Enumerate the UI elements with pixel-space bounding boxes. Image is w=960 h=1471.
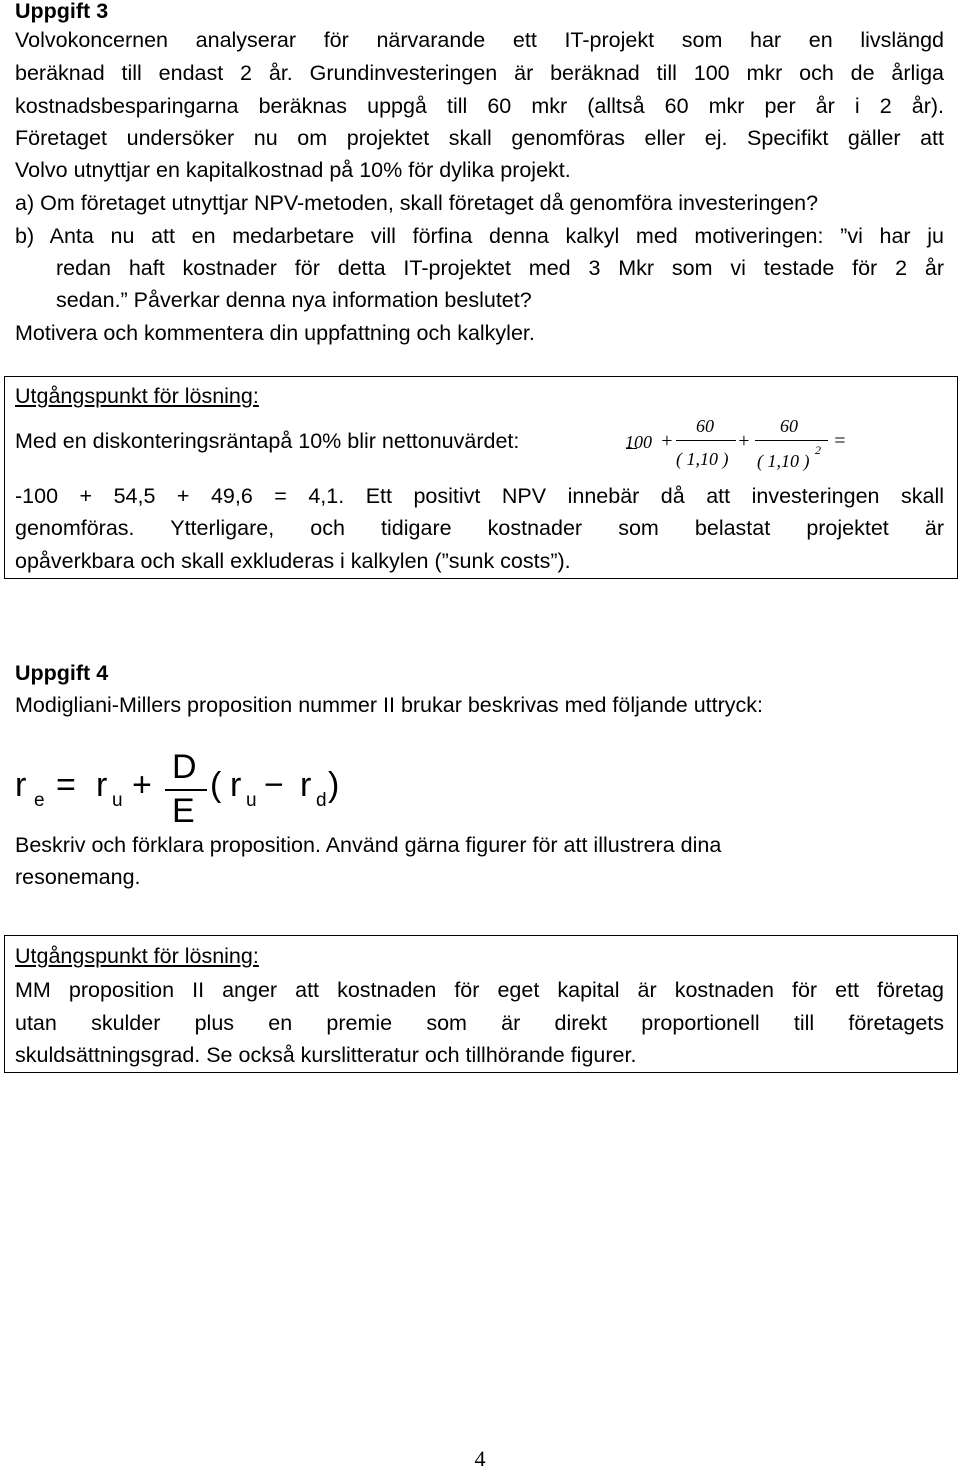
formula-r: r bbox=[96, 766, 108, 804]
open-paren: ( bbox=[210, 766, 222, 804]
solution3-intro: Med en diskonteringsräntapå 10% blir nettonuvärdet: bbox=[15, 429, 520, 453]
task3-question-b-cont: sedan.” Påverkar denna nya information beslutet? bbox=[56, 288, 532, 312]
plus-sign: + bbox=[660, 430, 674, 452]
solution4-text-line: skuldsättningsgrad. Se också kurslitteratur och tillhörande figurer. bbox=[15, 1043, 637, 1067]
solution4-text-line: utan skulder plus en premie som är direkt proportionell till företagets bbox=[15, 1011, 944, 1035]
fraction-numerator: 60 bbox=[696, 416, 714, 436]
npv-minus-100: 100 bbox=[625, 432, 652, 452]
formula-equals: = bbox=[56, 766, 76, 804]
subscript-d: d bbox=[316, 790, 327, 811]
subscript-u: u bbox=[112, 790, 123, 811]
formula-r: r bbox=[15, 766, 27, 804]
task4-text-line: Beskriv och förklara proposition. Använd gärna figurer för att illustrera dina bbox=[15, 833, 722, 857]
solution4-heading: Utgångspunkt för lösning: bbox=[15, 944, 259, 968]
solution3-text-line: genomföras. Ytterligare, och tidigare kostnader som belastat projektet är bbox=[15, 516, 944, 540]
fraction-bar bbox=[676, 440, 736, 441]
formula-r: r bbox=[300, 766, 312, 804]
formula-minus: − bbox=[264, 766, 284, 804]
task3-text-line: Volvo utnyttjar en kapitalkostnad på 10% för dylika projekt. bbox=[15, 158, 571, 182]
subscript-e: e bbox=[34, 790, 45, 811]
task3-question-b: b) Anta nu att en medarbetare vill förfina denna kalkyl med motiveringen: ”vi har ju bbox=[15, 224, 944, 248]
solution4-text-line: MM proposition II anger att kostnaden för eget kapital är kostnaden för ett företag bbox=[15, 978, 944, 1002]
page-number: 4 bbox=[474, 1446, 486, 1471]
close-paren: ) bbox=[328, 766, 340, 804]
fraction-denominator: ( 1,10 ) bbox=[757, 451, 810, 471]
solution3-text-line: opåverkbara och skall exkluderas i kalkylen (”sunk costs”). bbox=[15, 549, 571, 573]
task3-question-b-cont: redan haft kostnader för detta IT-projektet med 3 Mkr som vi testade för 2 år bbox=[56, 256, 944, 280]
fraction-numerator: 60 bbox=[780, 416, 798, 436]
plus-sign: + bbox=[737, 430, 751, 452]
fraction-bar bbox=[755, 440, 828, 441]
fraction-denominator: ( 1,10 ) bbox=[676, 449, 729, 469]
task3-text-line: kostnadsbesparingarna beräknas uppgå till 60 mkr (alltså 60 mkr per år i 2 år). bbox=[15, 94, 944, 118]
task3-text-line: beräknad till endast 2 år. Grundinvesteringen är beräknad till 100 mkr och de årliga bbox=[15, 61, 944, 85]
solution3-heading: Utgångspunkt för lösning: bbox=[15, 384, 259, 408]
task3-motivera: Motivera och kommentera din uppfattning och kalkyler. bbox=[15, 321, 535, 345]
subscript-u: u bbox=[246, 790, 257, 811]
formula-plus: + bbox=[132, 766, 152, 804]
fraction-denominator-E: E bbox=[172, 792, 195, 830]
task3-question-a: a) Om företaget utnyttjar NPV-metoden, skall företaget då genomföra investeringen? bbox=[15, 191, 819, 215]
fraction-bar bbox=[165, 789, 207, 791]
task4-text-line: resonemang. bbox=[15, 865, 141, 889]
task3-text-line: Volvokoncernen analyserar för närvarande ett IT-projekt som har en livslängd bbox=[15, 28, 944, 52]
equals-sign: = bbox=[833, 430, 847, 452]
exponent: 2 bbox=[815, 443, 821, 457]
solution3-text-line: -100 + 54,5 + 49,6 = 4,1. Ett positivt NPV innebär då att investeringen skall bbox=[15, 484, 944, 508]
task3-text-line: Företaget undersöker nu om projektet skall genomföras eller ej. Specifikt gäller att bbox=[15, 126, 944, 150]
task3-heading: Uppgift 3 bbox=[15, 0, 109, 23]
fraction-numerator-D: D bbox=[172, 748, 197, 786]
formula-r: r bbox=[230, 766, 242, 804]
task4-heading: Uppgift 4 bbox=[15, 661, 109, 685]
task4-intro: Modigliani-Millers proposition nummer II brukar beskrivas med följande uttryck: bbox=[15, 693, 764, 717]
